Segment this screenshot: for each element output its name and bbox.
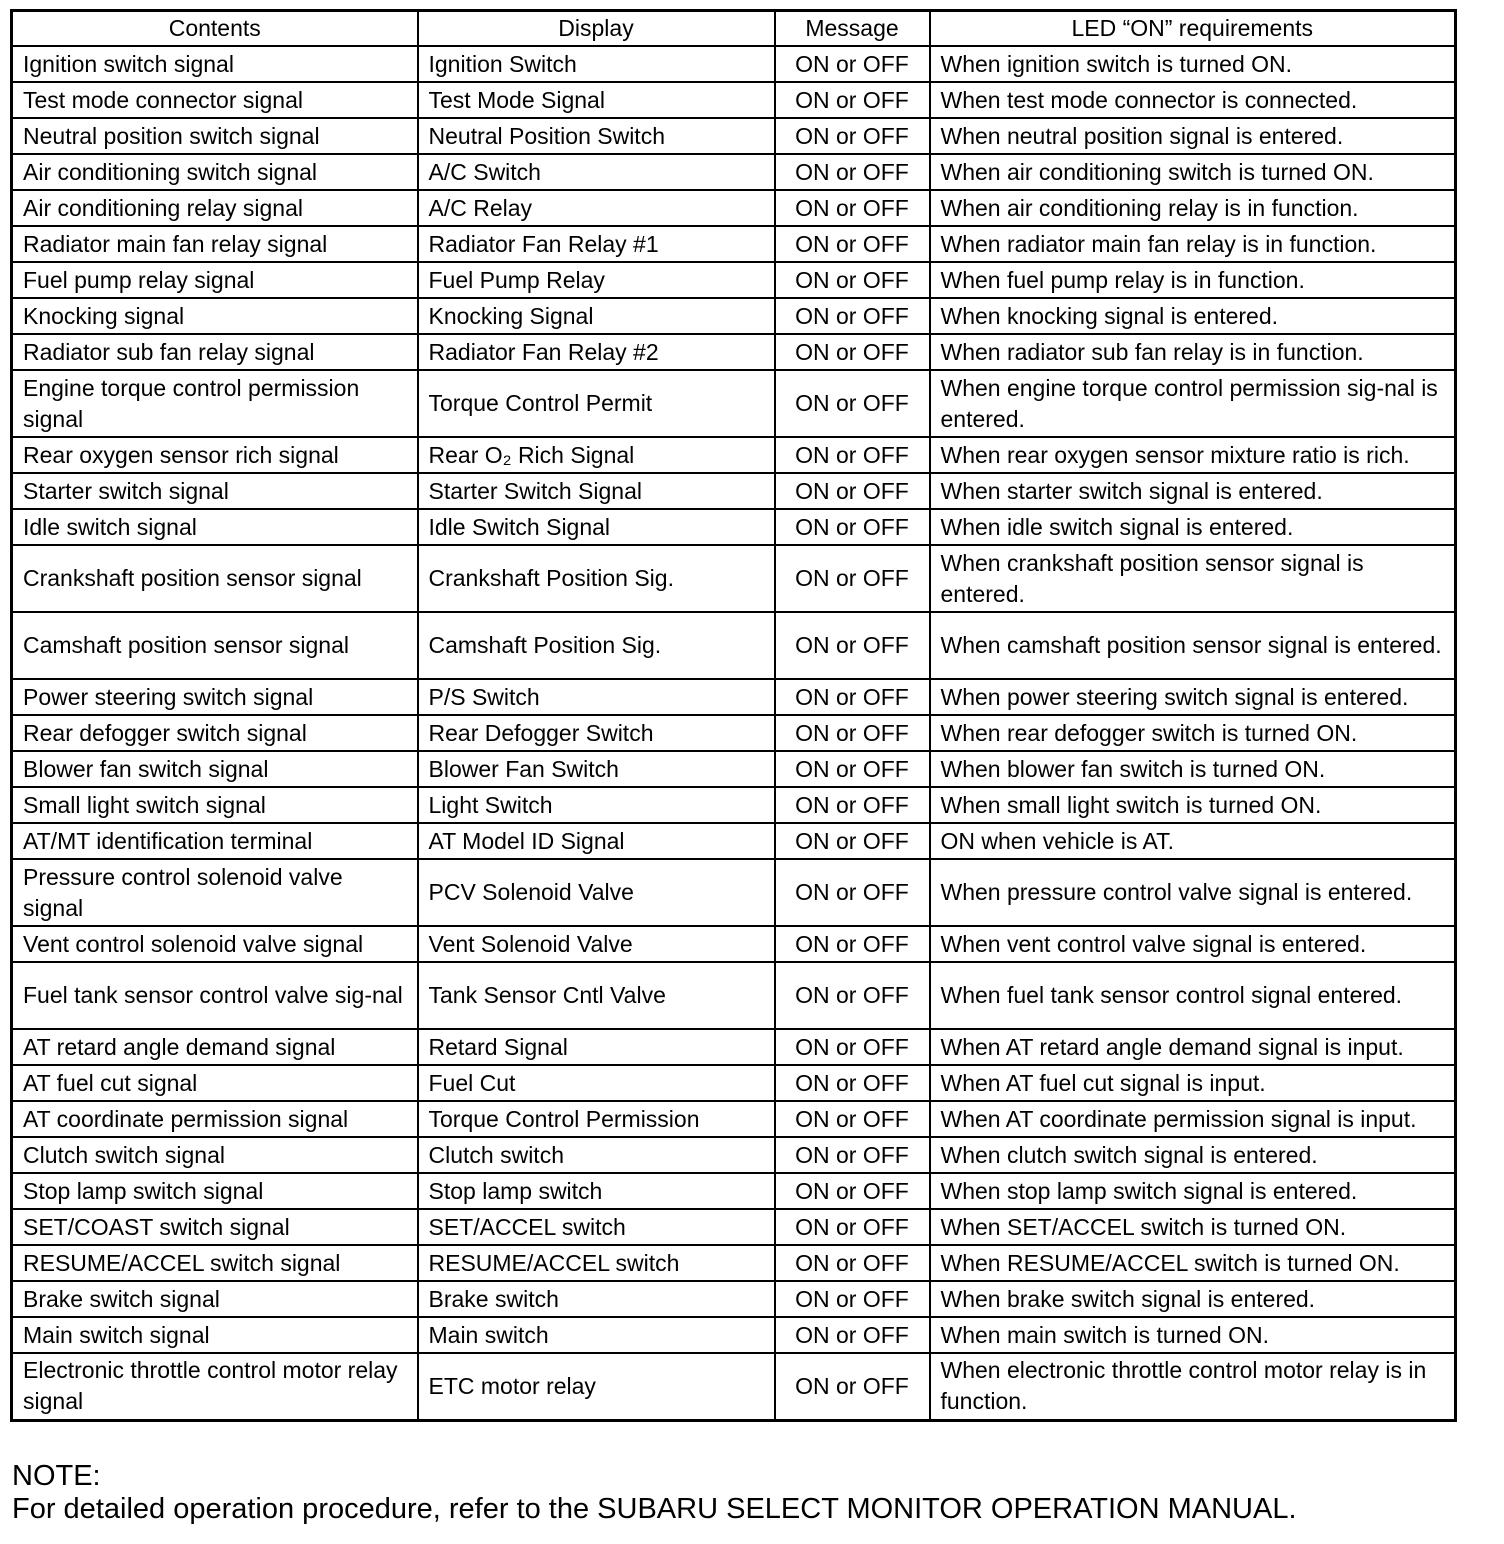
cell-contents: Clutch switch signal [12,1137,418,1173]
cell-message: ON or OFF [775,118,930,154]
cell-contents: Ignition switch signal [12,46,418,82]
cell-contents: Blower fan switch signal [12,751,418,787]
cell-message: ON or OFF [775,751,930,787]
cell-contents: Fuel pump relay signal [12,262,418,298]
table-row [12,82,1456,118]
cell-display: Rear Defogger Switch [418,715,775,751]
cell-contents: AT/MT identification terminal [12,823,418,859]
cell-led-requirement: When radiator main fan relay is in function. [930,226,1456,262]
table-row [12,154,1456,190]
cell-display: SET/ACCEL switch [418,1209,775,1245]
table-row [12,473,1456,509]
cell-led-requirement: When knocking signal is entered. [930,298,1456,334]
cell-message: ON or OFF [775,1317,930,1353]
header-display: Display [418,11,775,47]
cell-message: ON or OFF [775,298,930,334]
cell-message: ON or OFF [775,190,930,226]
cell-display: Starter Switch Signal [418,473,775,509]
cell-message: ON or OFF [775,1137,930,1173]
cell-message: ON or OFF [775,1029,930,1065]
cell-display: A/C Switch [418,154,775,190]
cell-led-requirement: When neutral position signal is entered. [930,118,1456,154]
table-row [12,262,1456,298]
cell-message: ON or OFF [775,154,930,190]
cell-led-requirement: When stop lamp switch signal is entered. [930,1173,1456,1209]
cell-message: ON or OFF [775,715,930,751]
cell-led-requirement: When AT fuel cut signal is input. [930,1065,1456,1101]
cell-message: ON or OFF [775,859,930,926]
cell-message: ON or OFF [775,370,930,437]
note-text: For detailed operation procedure, refer to the SUBARU SELECT MONITOR OPERATION MANUAL. [12,1493,1297,1525]
cell-contents: Air conditioning switch signal [12,154,418,190]
cell-led-requirement: When test mode connector is connected. [930,82,1456,118]
table-body [12,46,1456,1420]
cell-led-requirement: When idle switch signal is entered. [930,509,1456,545]
cell-contents: Idle switch signal [12,509,418,545]
cell-display: Stop lamp switch [418,1173,775,1209]
cell-message: ON or OFF [775,1101,930,1137]
table-row [12,962,1456,1029]
cell-message: ON or OFF [775,1209,930,1245]
cell-contents: Air conditioning relay signal [12,190,418,226]
cell-led-requirement: ON when vehicle is AT. [930,823,1456,859]
table-row [12,679,1456,715]
cell-led-requirement: When rear oxygen sensor mixture ratio is rich. [930,437,1456,473]
cell-contents: Neutral position switch signal [12,118,418,154]
cell-message: ON or OFF [775,262,930,298]
cell-led-requirement: When SET/ACCEL switch is turned ON. [930,1209,1456,1245]
table-row [12,1209,1456,1245]
cell-display: Vent Solenoid Valve [418,926,775,962]
table-row [12,926,1456,962]
note-block [12,1460,1297,1526]
cell-message: ON or OFF [775,926,930,962]
cell-display: RESUME/ACCEL switch [418,1245,775,1281]
table-row [12,1353,1456,1420]
table-row [12,437,1456,473]
cell-message: ON or OFF [775,1281,930,1317]
cell-display: Fuel Cut [418,1065,775,1101]
cell-display: P/S Switch [418,679,775,715]
table-row [12,1065,1456,1101]
cell-message: ON or OFF [775,787,930,823]
cell-display: Torque Control Permit [418,370,775,437]
header-contents: Contents [12,11,418,47]
cell-display: Fuel Pump Relay [418,262,775,298]
cell-led-requirement: When vent control valve signal is entered. [930,926,1456,962]
cell-contents: Small light switch signal [12,787,418,823]
table-row [12,1317,1456,1353]
cell-led-requirement: When power steering switch signal is entered. [930,679,1456,715]
cell-led-requirement: When starter switch signal is entered. [930,473,1456,509]
table-row [12,1245,1456,1281]
cell-message: ON or OFF [775,437,930,473]
table-row [12,787,1456,823]
table-row [12,715,1456,751]
cell-led-requirement: When electronic throttle control motor relay is in function. [930,1353,1456,1420]
cell-display: Light Switch [418,787,775,823]
table-row [12,509,1456,545]
cell-led-requirement: When fuel tank sensor control signal entered. [930,962,1456,1029]
cell-message: ON or OFF [775,1353,930,1420]
table-row [12,334,1456,370]
cell-contents: Power steering switch signal [12,679,418,715]
cell-led-requirement: When main switch is turned ON. [930,1317,1456,1353]
cell-display: A/C Relay [418,190,775,226]
cell-message: ON or OFF [775,1245,930,1281]
table-row [12,1173,1456,1209]
cell-contents: AT coordinate permission signal [12,1101,418,1137]
table-row [12,823,1456,859]
cell-contents: Crankshaft position sensor signal [12,545,418,612]
cell-display: Radiator Fan Relay #1 [418,226,775,262]
cell-led-requirement: When engine torque control permission sig-nal is entered. [930,370,1456,437]
cell-display: Rear O₂ Rich Signal [418,437,775,473]
table-row [12,298,1456,334]
table-row [12,370,1456,437]
cell-message: ON or OFF [775,82,930,118]
cell-message: ON or OFF [775,1065,930,1101]
cell-contents: AT fuel cut signal [12,1065,418,1101]
table-row [12,859,1456,926]
cell-led-requirement: When clutch switch signal is entered. [930,1137,1456,1173]
cell-contents: Main switch signal [12,1317,418,1353]
cell-display: Blower Fan Switch [418,751,775,787]
cell-display: Ignition Switch [418,46,775,82]
cell-contents: Vent control solenoid valve signal [12,926,418,962]
cell-led-requirement: When AT coordinate permission signal is input. [930,1101,1456,1137]
cell-display: Tank Sensor Cntl Valve [418,962,775,1029]
cell-message: ON or OFF [775,612,930,679]
cell-led-requirement: When air conditioning switch is turned ON. [930,154,1456,190]
cell-display: Main switch [418,1317,775,1353]
cell-led-requirement: When fuel pump relay is in function. [930,262,1456,298]
cell-display: Brake switch [418,1281,775,1317]
cell-led-requirement: When RESUME/ACCEL switch is turned ON. [930,1245,1456,1281]
cell-display: Radiator Fan Relay #2 [418,334,775,370]
cell-led-requirement: When brake switch signal is entered. [930,1281,1456,1317]
cell-contents: Fuel tank sensor control valve sig-nal [12,962,418,1029]
cell-led-requirement: When blower fan switch is turned ON. [930,751,1456,787]
cell-display: ETC motor relay [418,1353,775,1420]
cell-display: Knocking Signal [418,298,775,334]
header-led-requirements: LED “ON” requirements [930,11,1456,47]
cell-contents: Radiator sub fan relay signal [12,334,418,370]
cell-message: ON or OFF [775,473,930,509]
cell-led-requirement: When rear defogger switch is turned ON. [930,715,1456,751]
cell-led-requirement: When pressure control valve signal is entered. [930,859,1456,926]
cell-display: Retard Signal [418,1029,775,1065]
table-row [12,545,1456,612]
table-header-row [12,11,1456,47]
cell-display: Clutch switch [418,1137,775,1173]
cell-message: ON or OFF [775,1173,930,1209]
cell-led-requirement: When crankshaft position sensor signal is entered. [930,545,1456,612]
cell-led-requirement: When camshaft position sensor signal is entered. [930,612,1456,679]
cell-contents: Stop lamp switch signal [12,1173,418,1209]
header-message: Message [775,11,930,47]
cell-display: AT Model ID Signal [418,823,775,859]
table-row [12,1029,1456,1065]
note-label: NOTE: [12,1460,101,1492]
cell-contents: Camshaft position sensor signal [12,612,418,679]
cell-message: ON or OFF [775,334,930,370]
cell-contents: RESUME/ACCEL switch signal [12,1245,418,1281]
cell-message: ON or OFF [775,509,930,545]
cell-contents: Electronic throttle control motor relay signal [12,1353,418,1420]
cell-contents: Radiator main fan relay signal [12,226,418,262]
cell-led-requirement: When radiator sub fan relay is in function. [930,334,1456,370]
table-row [12,1281,1456,1317]
signal-table [10,9,1457,1422]
cell-contents: AT retard angle demand signal [12,1029,418,1065]
cell-contents: Rear oxygen sensor rich signal [12,437,418,473]
cell-display: Crankshaft Position Sig. [418,545,775,612]
cell-contents: Pressure control solenoid valve signal [12,859,418,926]
table-row [12,226,1456,262]
cell-display: Camshaft Position Sig. [418,612,775,679]
cell-contents: Brake switch signal [12,1281,418,1317]
cell-message: ON or OFF [775,226,930,262]
table-row [12,612,1456,679]
cell-message: ON or OFF [775,962,930,1029]
cell-contents: Engine torque control permission signal [12,370,418,437]
cell-message: ON or OFF [775,679,930,715]
table-row [12,190,1456,226]
table-row [12,118,1456,154]
cell-contents: Test mode connector signal [12,82,418,118]
cell-contents: Rear defogger switch signal [12,715,418,751]
cell-contents: SET/COAST switch signal [12,1209,418,1245]
cell-contents: Knocking signal [12,298,418,334]
cell-message: ON or OFF [775,823,930,859]
cell-display: Neutral Position Switch [418,118,775,154]
table-row [12,751,1456,787]
cell-led-requirement: When ignition switch is turned ON. [930,46,1456,82]
cell-message: ON or OFF [775,46,930,82]
cell-display: Test Mode Signal [418,82,775,118]
cell-led-requirement: When small light switch is turned ON. [930,787,1456,823]
cell-led-requirement: When AT retard angle demand signal is input. [930,1029,1456,1065]
cell-display: Torque Control Permission [418,1101,775,1137]
table-row [12,1101,1456,1137]
table-row [12,1137,1456,1173]
cell-led-requirement: When air conditioning relay is in function. [930,190,1456,226]
table-row [12,46,1456,82]
cell-display: PCV Solenoid Valve [418,859,775,926]
cell-display: Idle Switch Signal [418,509,775,545]
cell-message: ON or OFF [775,545,930,612]
cell-contents: Starter switch signal [12,473,418,509]
